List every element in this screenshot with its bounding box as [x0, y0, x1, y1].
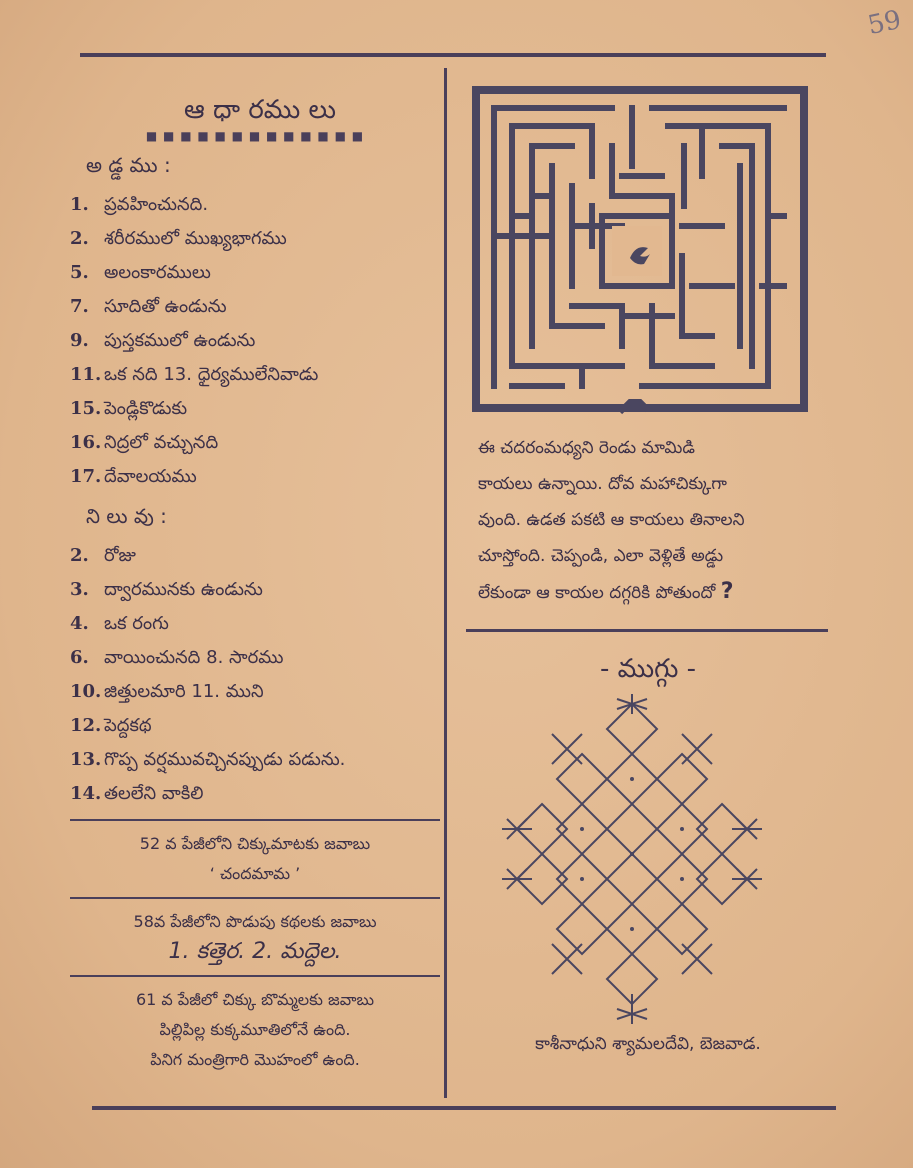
muggu-figure — [482, 694, 838, 1028]
divider — [70, 975, 440, 977]
top-rule — [80, 53, 826, 57]
clue-row: 14. తలలేని వాకిలి — [70, 783, 204, 804]
clue-row: 2. శరీరములో ముఖ్యభాగము — [70, 228, 287, 249]
muggu-credit: కాశీనాధుని శ్యామలదేవి, బెజవాడ. — [535, 1034, 761, 1054]
right-divider — [466, 629, 828, 632]
column-divider — [444, 68, 447, 1098]
answer-box-58: 58వ పేజీలోని పొడుపు కథలకు జవాబు 1. కత్తెర. 2. మద్దెల. — [133, 912, 377, 964]
maze-figure — [472, 86, 808, 416]
title-dots: ■ ■ ■ ■ ■ ■ ■ ■ ■ ■ ■ ■ ■ — [145, 129, 365, 143]
clue-row: 7. సూదితో ఉండును — [70, 296, 227, 317]
answers-column — [70, 95, 440, 1075]
maze-svg — [472, 86, 808, 416]
down-label: ని లు వు : — [86, 504, 167, 528]
divider — [70, 819, 440, 821]
clue-row: 10. జిత్తులమారి 11. ముని — [70, 681, 264, 702]
clue-row: 16. నిద్రలో వచ్చునది — [70, 432, 219, 453]
clue-row: 17. దేవాలయము — [70, 466, 197, 487]
clue-row: 9. పుస్తకములో ఉండును — [70, 330, 256, 351]
clue-row: 13. గొప్ప వర్షమువచ్చినప్పుడు పడును. — [70, 749, 346, 770]
answer-box-61: 61 వ పేజీలో చిక్కు బొమ్మలకు జవాబు పిల్లిపిల్ల కుక్కమూతిలోనే ఉంది. పినిగ మంత్రిగారి మొహంలో ఉంది. — [135, 990, 375, 1069]
maze-description: ఈ చదరంమధ్యని రెండు మామిడి కాయలు ఉన్నాయి. దోవ మహాచిక్కుగా వుంది. ఉడత పకటి ఆ కాయలు తినాలని చూస్తోంది. చెప్పండి, ఎలా వెళ్లితే అడ్డు లేకుండా ఆ కాయల దగ్గరికి పోతుందో ? — [478, 438, 745, 604]
muggu-title: - ముగ్గు - — [600, 654, 696, 684]
answer-box-52: 52 వ పేజీలోని చిక్కుమాటకు జవాబు ‘ చందమామ ’ — [139, 834, 371, 883]
clue-row: 3. ద్వారమునకు ఉండును — [70, 579, 263, 600]
down-clues — [70, 539, 440, 811]
question-mark: ? — [720, 579, 734, 604]
clue-row: 11. ఒక నది 13. ధైర్యములేనివాడు — [70, 364, 319, 385]
bottom-rule — [92, 1106, 836, 1110]
corner-page-mark: 59 — [865, 4, 904, 42]
puzzle-column — [458, 86, 838, 1058]
clue-row: 15. పెండ్లికొడుకు — [70, 398, 188, 419]
clue-row: 4. ఒక రంగు — [70, 613, 169, 634]
across-clues — [70, 188, 440, 494]
answers-title: ఆ ధా రము లు — [184, 95, 336, 125]
clue-row: 5. అలంకారములు — [70, 262, 211, 283]
across-label: అ డ్డ ము : — [86, 153, 171, 177]
clue-row: 6. వాయించునది 8. సారము — [70, 647, 284, 668]
clue-row: 12. పెద్దకథ — [70, 715, 152, 736]
clue-row: 2. రోజు — [70, 545, 136, 566]
clue-row: 1. ప్రవహించునది. — [70, 194, 209, 215]
divider — [70, 897, 440, 899]
muggu-svg — [482, 694, 782, 1024]
